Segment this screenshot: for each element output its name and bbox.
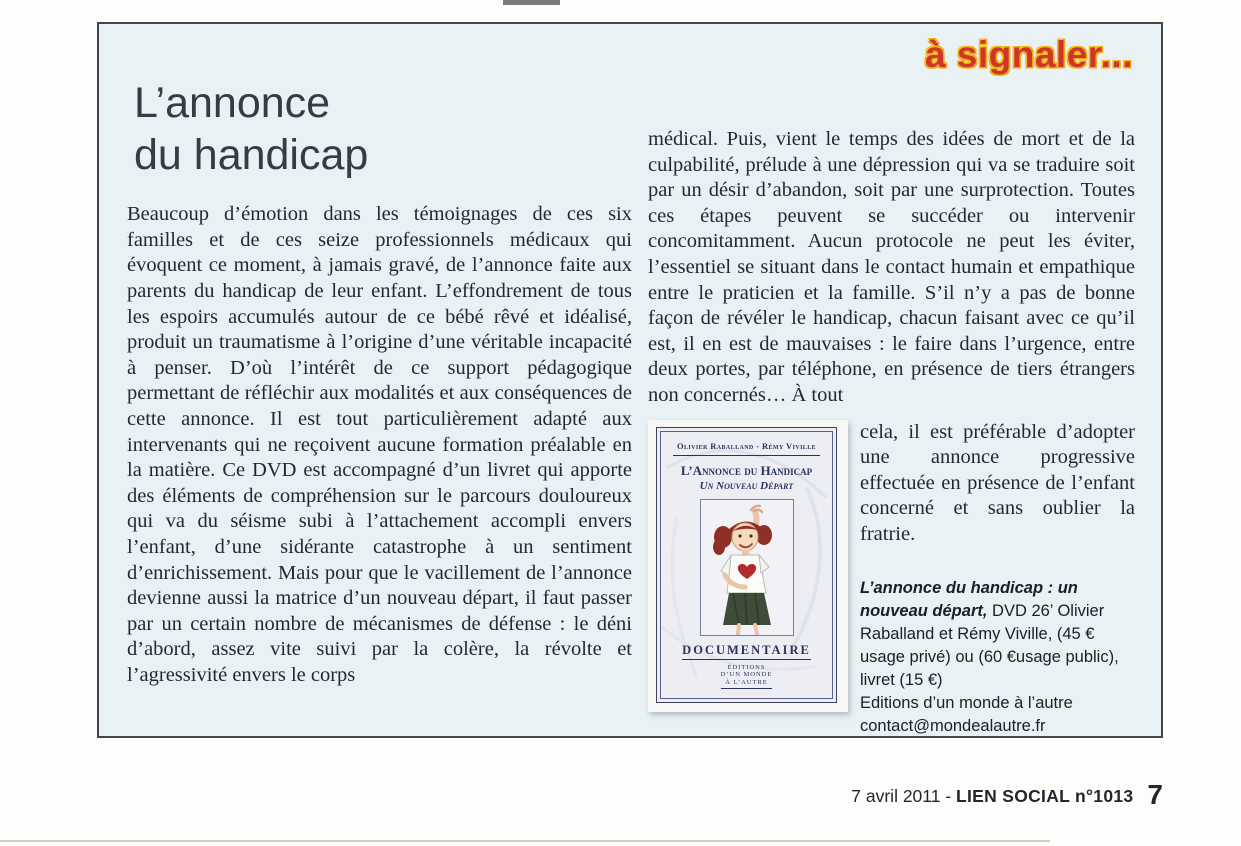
page-footer xyxy=(0,777,1163,809)
article-paragraph-right-top: médical. Puis, vient le temps des idées de mort et de la culpabilité, prélude à une dépression qui va se traduire soit par un désir d’abandon, soit par une surprotection. Toutes ces étapes peuvent se succéder ou intervenir concomitamment. Aucun protocole ne peut les éviter, l’essentiel se situant dans le contact humain et empathique entre le praticien et la famille. S’il n’y a pas de bonne façon de révéler le handicap, chacun faisant avec ce qu’il est, il en est de mauvaises : le faire dans l’urgence, entre deux portes, par téléphone, en présence de tiers étrangers non concernés… À tout xyxy=(648,128,1135,406)
wrap-text-and-caption xyxy=(860,420,1135,738)
dvd-cover-photo xyxy=(648,420,848,712)
dvd-title: L’Annonce du Handicap xyxy=(680,462,813,478)
dvd-publisher-logo xyxy=(721,664,773,690)
dvd-cover xyxy=(656,427,837,703)
scan-artifact-bottom xyxy=(0,840,1050,842)
dvd-subtitle: Un Nouveau Départ xyxy=(699,479,794,492)
footer-date: 7 avril 2011 - xyxy=(851,786,957,806)
caption-title: L’annonce du handicap : un nouveau départ, xyxy=(860,578,1078,620)
dvd-and-caption-row xyxy=(648,420,1135,738)
article-panel xyxy=(97,22,1163,738)
article-paragraph-right-wrap: cela, il est préférable d’adopter une annonce progressive effectuée en présence de l’enfant concerné et sans oublier la fratrie. xyxy=(860,420,1135,545)
section-header: à signaler... xyxy=(924,34,1133,75)
caption-publisher: Editions d’un monde à l’autre xyxy=(860,693,1073,712)
caption-details: DVD 26’ Olivier Raballand et Rémy Viville, (45 € usage privé) ou (60 €usage public), livret (15 €) xyxy=(860,601,1119,689)
dvd-rule xyxy=(673,455,820,456)
dvd-cover-frame xyxy=(660,431,833,699)
dvd-authors: Olivier Raballand - Rémy Viville xyxy=(676,440,817,451)
dvd-caption xyxy=(860,577,1135,738)
article-columns xyxy=(127,24,1135,738)
dvd-illustration-frame xyxy=(700,499,794,636)
article-title-line1: L’annonce xyxy=(134,79,331,127)
article-paragraph-left: Beaucoup d’émotion dans les témoignages de ces six familles et de ces seize professionnels médicaux qui évoquent ce moment, à jamais gravé, de l’annonce faite aux parents du handicap de leur enfant. L’effondrement de tous les espoirs accumulés autour de ce bébé rêvé et idéalisé, produit un traumatisme à l’origine d’une véritable incapacité à penser. D’où l’intérêt de ce support pédagogique permettant de réfléchir aux modalités et aux conséquences de cette annonce. Il est tout particulièrement adapté aux intervenants qui ne reçoivent aucune formation préalable en la matière. Ce DVD est accompagné d’un livret qui apporte des éléments de compréhension sur le parcours douloureux qui va du séisme subi à l’attachement accompli envers l’enfant, d’une sidérante catastrophe à un sentiment d’enrichissement. Mais pour que le vacillement de l’annonce devienne aussi la matrice d’un nouveau départ, il faut passer par un certain nombre de mécanismes de défense : le déni d’abord, assez vite suivi par la colère, la révolte et l’agressivité envers le corps xyxy=(127,203,632,686)
caption-main xyxy=(860,577,1135,692)
dvd-publisher-line3: À L’AUTRE xyxy=(725,678,768,686)
scan-artifact-top xyxy=(503,0,560,5)
footer-journal: LIEN SOCIAL n°1013 xyxy=(956,786,1134,806)
dvd-genre: DOCUMENTAIRE xyxy=(682,643,811,660)
caption-email: contact@mondealautre.fr xyxy=(860,716,1046,735)
right-column xyxy=(648,24,1135,738)
girl-illustration xyxy=(701,501,793,635)
dvd-publisher-line1: ÉDITIONS xyxy=(727,663,766,671)
left-column xyxy=(127,24,632,738)
dvd-publisher-line2: D’UN MONDE xyxy=(720,671,773,679)
footer-page-number: 7 xyxy=(1147,779,1163,810)
article-title-line2: du handicap xyxy=(134,130,369,179)
dvd-cover-content xyxy=(661,432,832,698)
article-title xyxy=(134,78,632,181)
